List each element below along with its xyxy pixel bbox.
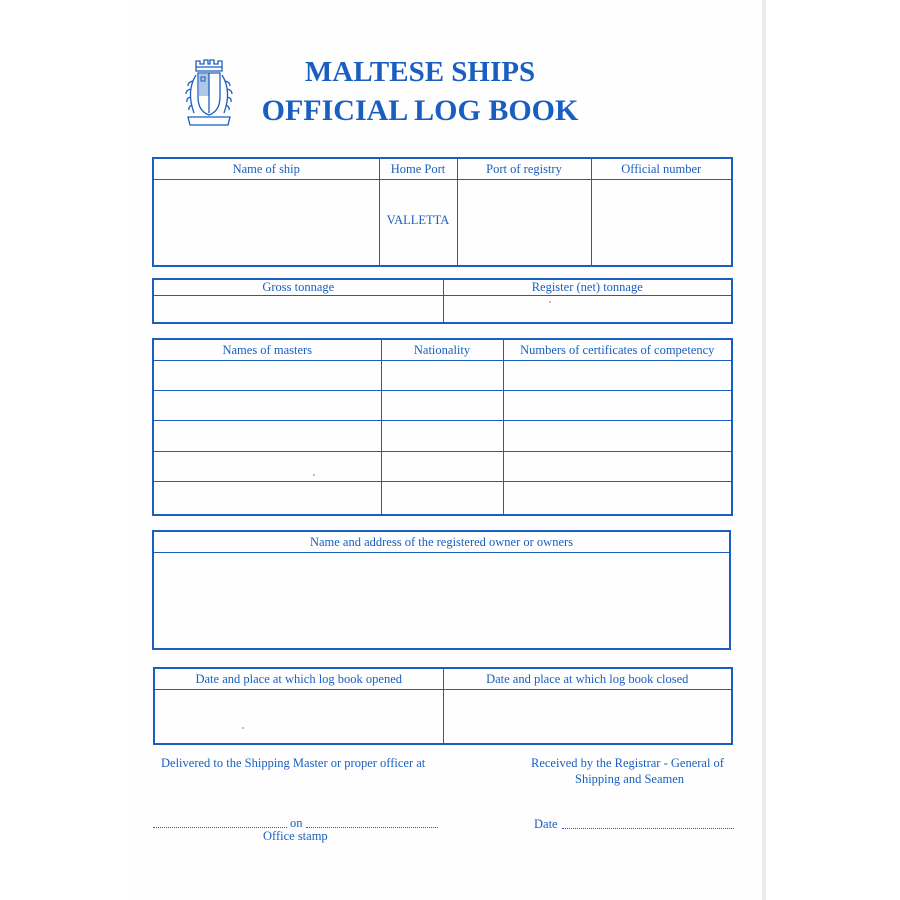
nationality-cell[interactable] xyxy=(381,482,503,515)
certificate-cell[interactable] xyxy=(503,421,732,452)
tonnage-table xyxy=(152,278,733,324)
name-of-ship-field[interactable] xyxy=(153,180,379,266)
received-text-line-2: Shipping and Seamen xyxy=(575,772,685,786)
owner-table xyxy=(152,530,731,650)
official-number-field[interactable] xyxy=(591,180,732,266)
owner-header: Name and address of the registered owner or owners xyxy=(153,531,730,553)
net-tonnage-header: Register (net) tonnage xyxy=(443,279,732,296)
master-name-cell[interactable] xyxy=(153,452,381,482)
home-port-header: Home Port xyxy=(379,158,457,180)
net-tonnage-field[interactable] xyxy=(443,296,732,323)
nationality-cell[interactable] xyxy=(381,421,503,452)
names-of-masters-header: Names of masters xyxy=(153,339,381,361)
official-number-header: Official number xyxy=(591,158,732,180)
master-name-cell[interactable] xyxy=(153,391,381,421)
name-of-ship-header: Name of ship xyxy=(153,158,379,180)
home-port-value[interactable]: VALLETTA xyxy=(379,180,457,266)
gross-tonnage-field[interactable] xyxy=(153,296,443,323)
master-name-cell[interactable] xyxy=(153,361,381,391)
closed-header: Date and place at which log book closed xyxy=(443,668,732,690)
certificate-cell[interactable] xyxy=(503,482,732,515)
paper-speck xyxy=(313,474,315,476)
masters-table xyxy=(152,338,733,516)
date-label: Date xyxy=(534,817,558,831)
nationality-cell[interactable] xyxy=(381,361,503,391)
on-label: on xyxy=(290,816,303,830)
paper-speck xyxy=(549,301,551,303)
closed-field[interactable] xyxy=(443,690,732,744)
certificate-cell[interactable] xyxy=(503,361,732,391)
opened-header: Date and place at which log book opened xyxy=(154,668,443,690)
nationality-header: Nationality xyxy=(381,339,503,361)
nationality-cell[interactable] xyxy=(381,452,503,482)
certificate-cell[interactable] xyxy=(503,452,732,482)
certificate-cell[interactable] xyxy=(503,391,732,421)
certificates-header: Numbers of certificates of competency xyxy=(503,339,732,361)
title-line-2: OFFICIAL LOG BOOK xyxy=(261,94,579,127)
log-dates-table xyxy=(153,667,733,745)
stamp-dotted-line-left[interactable] xyxy=(153,827,287,828)
ship-details-table xyxy=(152,157,733,267)
date-dotted-line[interactable] xyxy=(562,828,734,829)
paper-speck xyxy=(242,727,244,729)
title-line-1: MALTESE SHIPS xyxy=(304,56,536,88)
received-text-line-1: Received by the Registrar - General of xyxy=(531,756,724,770)
office-stamp-label: Office stamp xyxy=(263,829,328,843)
master-name-cell[interactable] xyxy=(153,421,381,452)
nationality-cell[interactable] xyxy=(381,391,503,421)
port-of-registry-field[interactable] xyxy=(457,180,591,266)
gross-tonnage-header: Gross tonnage xyxy=(153,279,443,296)
page-edge xyxy=(762,0,766,900)
delivered-text: Delivered to the Shipping Master or proper officer at xyxy=(161,756,426,770)
stamp-dotted-line-right[interactable] xyxy=(306,827,438,828)
port-of-registry-header: Port of registry xyxy=(457,158,591,180)
owner-field[interactable] xyxy=(153,553,730,649)
master-name-cell[interactable] xyxy=(153,482,381,515)
opened-field[interactable] xyxy=(154,690,443,744)
